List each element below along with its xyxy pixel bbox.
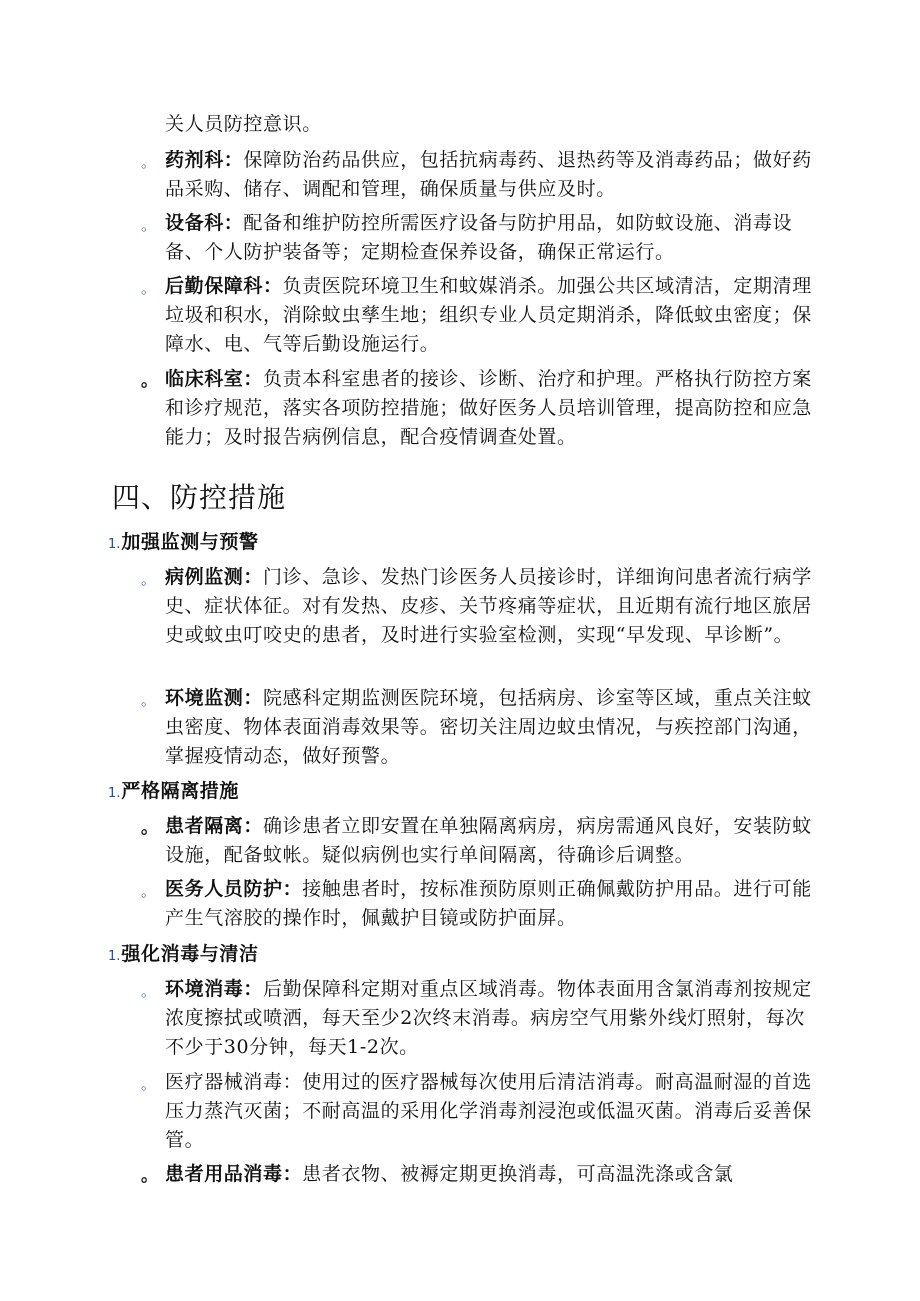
- subsection-heading-isolation: [108, 777, 239, 808]
- subsection-heading-disinfection: [108, 940, 259, 971]
- term-label: 临床科室：: [165, 368, 264, 390]
- continuation-text-content: 关人员防控意识。: [165, 113, 322, 135]
- term-label: 环境消毒：: [165, 978, 264, 1000]
- item-text: 确诊患者立即安置在单独隔离病房，病房需通风良好，安装防蚊设施，配备蚊帐。疑似病例也实行单间隔离，待确诊后调整。: [165, 815, 812, 866]
- list-item-clinical: [165, 365, 813, 452]
- bullet-marker: 。: [141, 216, 157, 234]
- item-text: 患者衣物、被褥定期更换消毒，可高温洗涤或含氯: [302, 1163, 734, 1185]
- bullet-marker: 。: [141, 982, 157, 1000]
- subsection-number: 1.: [108, 786, 121, 801]
- list-item-instrument-disinfection: [165, 1068, 813, 1155]
- item-text: 保障防治药品供应，包括抗病毒药、退热药等及消毒药品；做好药品采购、储存、调配和管理，确保质量与供应及时。: [165, 149, 812, 200]
- bullet-marker: 。: [141, 371, 158, 391]
- list-item-patient-items-disinfection: [165, 1160, 813, 1189]
- subsection-title: 强化消毒与清洁: [121, 943, 259, 965]
- term-label: 环境监测：: [165, 687, 264, 709]
- term-label: 病例监测：: [165, 566, 264, 588]
- section-heading: 四、防控措施: [112, 481, 287, 514]
- bullet-marker: 。: [141, 818, 158, 838]
- term-label: 患者隔离：: [165, 815, 264, 837]
- list-item-staff-protection: [165, 875, 813, 933]
- continuation-text: [165, 110, 813, 139]
- bullet-marker: 。: [141, 1166, 158, 1186]
- item-text: 后勤保障科定期对重点区域消毒。物体表面用含氯消毒剂按规定浓度擦拭或喷洒，每天至少2次终末消毒。病房空气用紫外线灯照射，每次不少于30分钟，每天1-2次。: [165, 978, 812, 1058]
- bullet-marker: 。: [141, 1075, 157, 1093]
- term-label: 医务人员防护：: [165, 878, 303, 900]
- subsection-number: 1.: [108, 537, 121, 552]
- bullet-marker: 。: [141, 570, 157, 588]
- item-text: 接触患者时，按标准预防原则正确佩戴防护用品。进行可能产生气溶胶的操作时，佩戴护目镜或防护面屏。: [165, 878, 812, 929]
- term-label: 医疗器械消毒：: [165, 1071, 303, 1093]
- item-text: 负责医院环境卫生和蚊媒消杀。加强公共区域清洁，定期清理垃圾和积水，消除蚊虫孳生地；组织专业人员定期消杀，降低蚊虫密度；保障水、电、气等后勤设施运行。: [165, 275, 812, 355]
- bullet-marker: 。: [141, 882, 157, 900]
- list-item-case-monitoring: [165, 563, 813, 650]
- list-item-pharmacy: [165, 146, 813, 204]
- list-item-patient-isolation: [165, 812, 813, 870]
- item-text: 使用过的医疗器械每次使用后清洁消毒。耐高温耐湿的首选压力蒸汽灭菌；不耐高温的采用化学消毒剂浸泡或低温灭菌。消毒后妥善保管。: [165, 1071, 812, 1151]
- list-item-environment-monitoring: [165, 684, 813, 771]
- bullet-marker: 。: [141, 279, 157, 297]
- subsection-heading-monitoring: [108, 528, 259, 559]
- subsection-title: 严格隔离措施: [121, 780, 240, 802]
- item-text: 负责本科室患者的接诊、诊断、治疗和护理。严格执行防控方案和诊疗规范，落实各项防控措施；做好医务人员培训管理，提高防控和应急能力；及时报告病例信息，配合疫情调查处置。: [165, 368, 812, 448]
- item-text: 院感科定期监测医院环境，包括病房、诊室等区域，重点关注蚊虫密度、物体表面消毒效果等。密切关注周边蚊虫情况，与疾控部门沟通，掌握疫情动态，做好预警。: [165, 687, 812, 767]
- bullet-marker: 。: [141, 153, 157, 171]
- item-text: 门诊、急诊、发热门诊医务人员接诊时，详细询问患者流行病学史、症状体征。对有发热、皮疹、关节疼痛等症状，且近期有流行地区旅居史或蚊虫叮咬史的患者，及时进行实验室检测，实现“早发现、早诊断”。: [165, 566, 812, 646]
- term-label: 患者用品消毒：: [165, 1163, 303, 1185]
- list-item-environment-disinfection: [165, 975, 813, 1062]
- term-label: 药剂科：: [165, 149, 244, 171]
- term-label: 设备科：: [165, 212, 244, 234]
- list-item-equipment: [165, 209, 813, 267]
- item-text: 配备和维护防控所需医疗设备与防护用品，如防蚊设施、消毒设备、个人防护装备等；定期检查保养设备，确保正常运行。: [165, 212, 793, 263]
- bullet-marker: 。: [141, 691, 157, 709]
- term-label: 后勤保障科：: [165, 275, 283, 297]
- subsection-title: 加强监测与预警: [121, 531, 259, 553]
- subsection-number: 1.: [108, 949, 121, 964]
- list-item-logistics: [165, 272, 813, 359]
